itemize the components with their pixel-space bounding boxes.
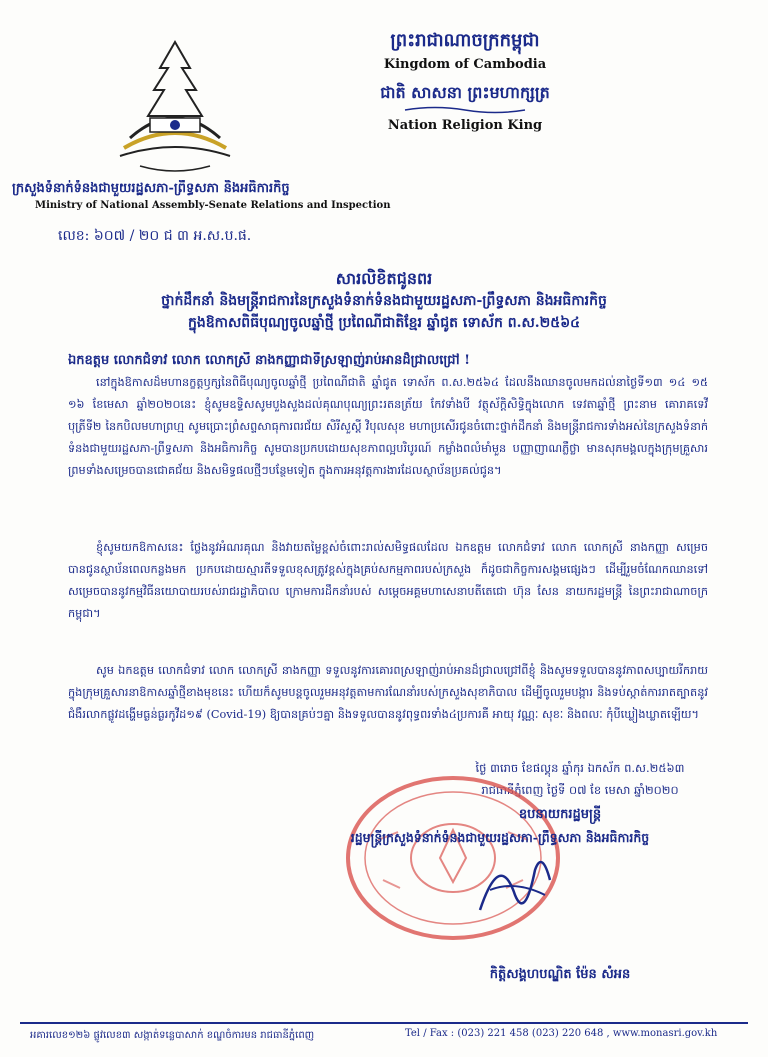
footer-contact: Tel / Fax : (023) 221 458 (023) 220 648 , www.monasri.gov.kh (405, 1028, 718, 1039)
footer-address: អគារលេខ១២៦ ផ្លូវលេខ៣ សង្កាត់ទន្លេបាសាក់ ខណ្ឌចំការមន រាជធានីភ្នំពេញ (30, 1030, 315, 1041)
salutation: ឯកឧត្តម លោកជំទាវ លោក លោកស្រី នាងកញ្ញាជាទីស្រឡាញ់រាប់អានដ៏ជ្រាលជ្រៅ ! (68, 353, 470, 368)
letter-title (40, 268, 728, 334)
paragraph-3: សូម ឯកឧត្តម លោកជំទាវ លោក លោកស្រី នាងកញ្ញា ទទួលនូវការគោរពស្រឡាញ់រាប់អានដ៏ជ្រាលជ្រៅពីខ្ញុំ និងសូមទទួលបាននូវភាពសប្បាយរីករាយក្នុងក្រុមគ្រួសារនាឱកាសឆ្នាំថ្មីខាងមុខនេះ ហើយក៏សូមបន្តចូលរួមអនុវត្តតាមការណែនាំរបស់ក្រសួងសុខាភិបាល ដើម្បីចូលរួមបង្ការ និងទប់ស្កាត់ការរាតត្បាតនូវជំងឺរលាកផ្លូវដង្ហើមធ្ងន់ធ្ងរកូវីដ១៩ (Covid-19) ឱ្យបានគ្រប់ៗគ្នា និងទទួលបាននូវពុទ្ធពរទាំង៤ប្រការគឺ អាយុ វណ្ណៈ សុខៈ និងពលៈ កុំបីឃ្លៀងឃ្លាតឡើយ។ (68, 664, 708, 721)
signatory-name: កិត្តិសង្គហបណ្ឌិត ម៉ែន សំអន (489, 967, 631, 982)
ministry-name-english: Ministry of National Assembly-Senate Relations and Inspection (35, 200, 391, 211)
title-line-2: ថ្នាក់ដឹកនាំ និងមន្ត្រីរាជការនៃក្រសួងទំនាក់ទំនងជាមួយរដ្ឋសភា-ព្រឹទ្ធសភា និងអធិការកិច្ច (161, 293, 607, 309)
signatory-title: ឧបនាយករដ្ឋមន្ត្រី (518, 807, 602, 822)
title-line-1: សារលិខិតជូនពរ (335, 269, 433, 288)
lunar-date: ថ្ងៃ ៣រោច ខែផល្គុន ឆ្នាំកុរ ឯកស័ក ព.ស.២៥៦៣ (475, 761, 685, 775)
paragraph-2: ខ្ញុំសូមយកឱកាសនេះ ថ្លែងនូវអំណរគុណ និងវាយតម្លៃខ្ពស់ចំពោះរាល់សមិទ្ធផលដែល ឯកឧត្តម លោកជំទាវ លោក លោកស្រី នាងកញ្ញា សម្រេចបានជូនស្ថាប័នពេលកន្លងមក ប្រកបដោយស្មារតីទទួលខុសត្រូវខ្ពស់ក្នុងគ្រប់សកម្មភាពរបស់ក្រសួង ក៏ដូចជាកិច្ចការសង្គមផ្សេងៗ ដើម្បីរួមចំណែកឈានទៅសម្រេចបាននូវកម្មវិធីនយោបាយរបស់រាជរដ្ឋាភិបាល ក្រោមការដឹកនាំរបស់ សម្តេចអគ្គមហាសេនាបតីតេជោ ហ៊ុន សែន នាយករដ្ឋមន្ត្រី នៃព្រះរាជាណាចក្រកម្ពុជា។ (68, 541, 708, 620)
footer-divider (20, 1022, 748, 1024)
solar-date: រាជធានីភ្នំពេញ ថ្ងៃទី ០៧ ខែ មេសា ឆ្នាំ២០២០ (481, 783, 679, 797)
national-motto-khmer: ជាតិ សាសនា ព្រះមហាក្សត្រ (380, 83, 550, 102)
national-motto-english: Nation Religion King (387, 118, 543, 133)
kingdom-name-english: Kingdom of Cambodia (383, 57, 547, 72)
kingdom-name-khmer: ព្រះរាជាណាចក្រកម្ពុជា (390, 30, 540, 51)
signatory-role: រដ្ឋមន្ត្រីក្រសួងទំនាក់ទំនងជាមួយរដ្ឋសភា-ព្រឹទ្ធសភា និងអធិការកិច្ច (350, 830, 650, 845)
title-line-3: ក្នុងឱកាសពិធីបុណ្យចូលឆ្នាំថ្មី ប្រពៃណីជាតិខ្មែរ ឆ្នាំជូត ទោស័ក ព.ស.២៥៦៤ (187, 315, 581, 331)
reference-number: លេខ: ៦០៧ / ២០ ជ ៣ អ.ស.ប.ផ. (58, 228, 252, 244)
paragraph-1: នៅក្នុងឱកាសដ៏មហានក្ខត្តឫក្សនៃពិធីបុណ្យចូលឆ្នាំថ្មី ប្រពៃណីជាតិ ឆ្នាំជូត ទោស័ក ព.ស.២៥៦៤ ដែលនឹងឈានចូលមកដល់នាថ្ងៃទី១៣ ១៤ ១៥ ១៦ ខែមេសា ឆ្នាំ២០២០នេះ ខ្ញុំសូមឧទ្ទិសសូមបួងសួងដល់គុណបុណ្យព្រះរតនត្រ័យ កែវទាំងបី វត្ថុស័ក្តិសិទ្ធិក្នុងលោក ទេវតាឆ្នាំថ្មី ព្រះនាម គោរាគទេវី បុត្រីទី២ នៃកបិលមហាព្រហ្ម សូមប្រោះព្រំសព្ទសាធុការពរជ័យ សិរីសួស្តី វិបុលសុខ មហាប្រសើរជូនចំពោះថ្នាក់ដឹកនាំ និងមន្ត្រីរាជការទាំងអស់នៃក្រសួងទំនាក់ទំនងជាមួយរដ្ឋសភា-ព្រឹទ្ធសភា និងអធិការកិច្ច សូមបានប្រកបដោយសុខភាពល្អបរិបូរណ៍ កម្លាំងពលំមាំមួន បញ្ញាញាណភ្លឺថ្លា មានសុភមង្គលក្នុងក្រុមគ្រួសារ ព្រមទាំងសម្រេចបានជោគជ័យ និងសមិទ្ធផលថ្មីៗបន្ថែមទៀត ក្នុងការអនុវត្តការងារដែលស្ថាប័នប្រគល់ជូន។ (68, 376, 708, 477)
ministry-emblem-icon (110, 38, 240, 178)
handwritten-signature-icon (470, 840, 560, 930)
ministry-name-khmer: ក្រសួងទំនាក់ទំនងជាមួយរដ្ឋសភា-ព្រឹទ្ធសភា និងអធិការកិច្ច (12, 181, 290, 196)
ornament-divider-icon (400, 105, 530, 115)
